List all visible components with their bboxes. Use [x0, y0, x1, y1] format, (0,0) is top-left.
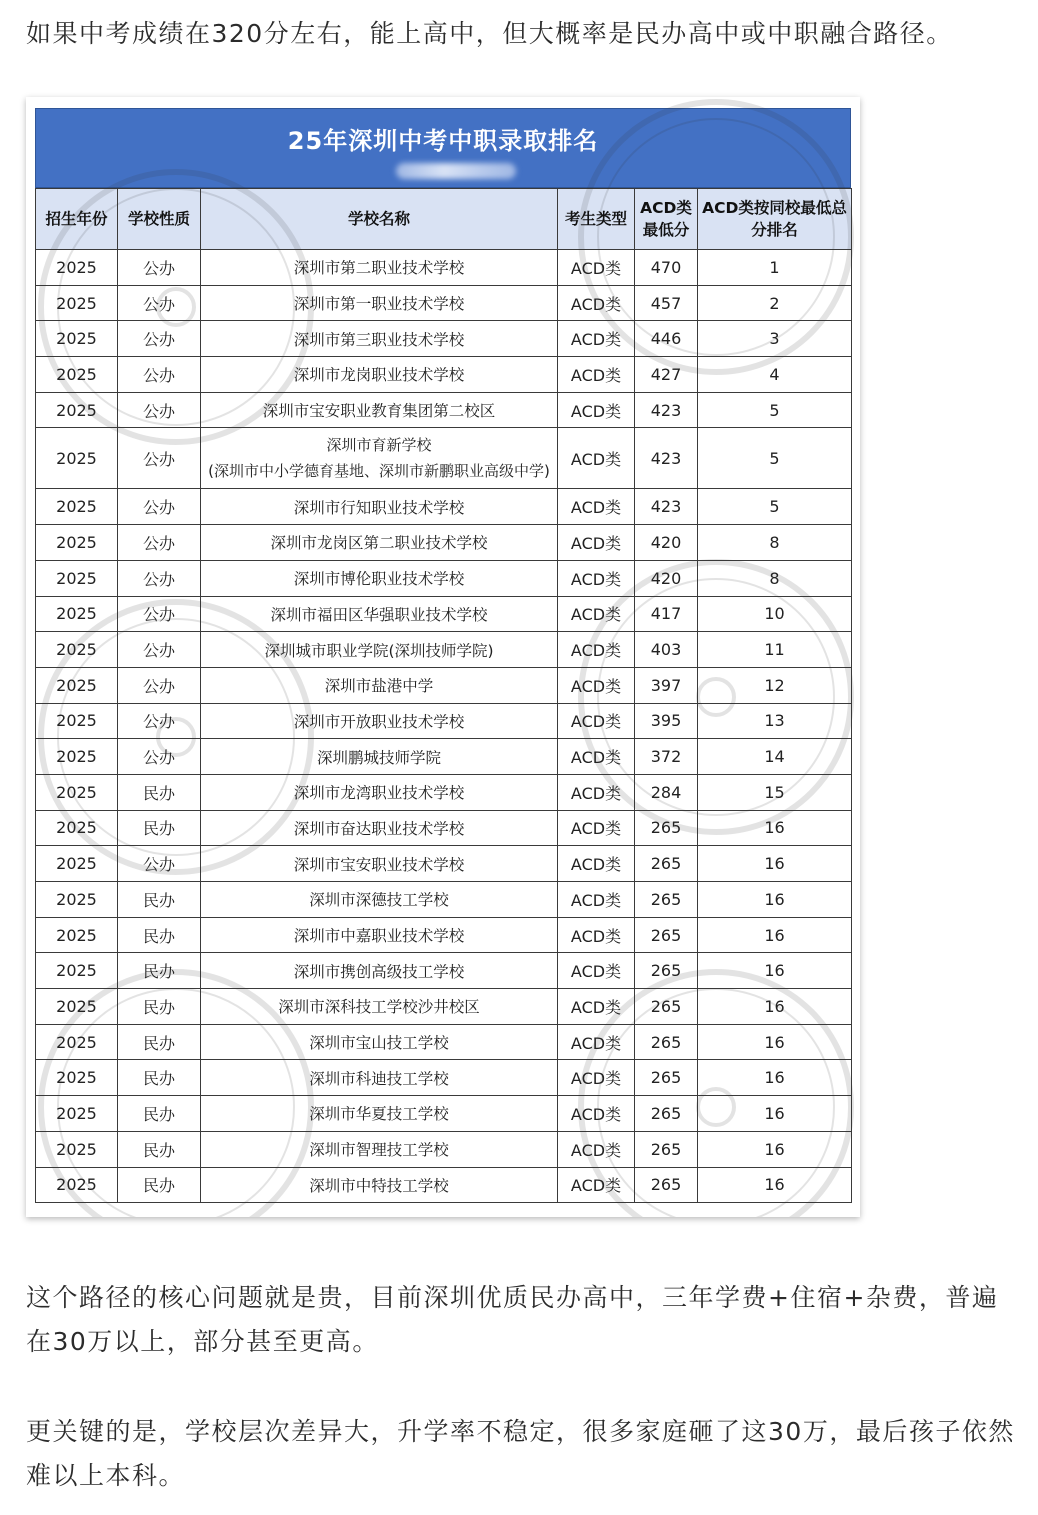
cell-candidate-type: ACD类	[558, 596, 635, 632]
cell-rank: 3	[698, 321, 852, 357]
cell-candidate-type: ACD类	[558, 250, 635, 286]
cell-school-name: 深圳市智理技工学校	[201, 1131, 558, 1167]
cell-school-type: 民办	[118, 1024, 201, 1060]
table-row	[36, 774, 852, 810]
cell-year: 2025	[36, 525, 118, 561]
cell-school-type: 民办	[118, 953, 201, 989]
cell-min-score: 420	[635, 525, 698, 561]
table-row	[36, 1024, 852, 1060]
cell-rank: 13	[698, 703, 852, 739]
cell-candidate-type: ACD类	[558, 428, 635, 489]
table-row	[36, 882, 852, 918]
school-name-line: 深圳市育新学校	[326, 436, 432, 455]
cell-year: 2025	[36, 1060, 118, 1096]
cell-school-name: 深圳市中嘉职业技术学校	[201, 917, 558, 953]
cell-min-score: 470	[635, 250, 698, 286]
table-row	[36, 560, 852, 596]
cell-school-name: 深圳市龙湾职业技术学校	[201, 774, 558, 810]
cell-school-type: 公办	[118, 596, 201, 632]
blurred-source-label	[396, 163, 516, 179]
cell-school-name: 深圳市携创高级技工学校	[201, 953, 558, 989]
table-row	[36, 953, 852, 989]
header-rank: ACD类按同校最低总分排名	[698, 189, 852, 250]
cell-school-type: 民办	[118, 1096, 201, 1132]
cell-year: 2025	[36, 810, 118, 846]
cell-min-score: 265	[635, 1167, 698, 1203]
cell-candidate-type: ACD类	[558, 667, 635, 703]
cell-min-score: 395	[635, 703, 698, 739]
cell-rank: 16	[698, 989, 852, 1025]
cell-school-type: 民办	[118, 917, 201, 953]
cell-min-score: 265	[635, 1024, 698, 1060]
cell-rank: 5	[698, 392, 852, 428]
cell-min-score: 427	[635, 357, 698, 393]
cell-candidate-type: ACD类	[558, 810, 635, 846]
cell-year: 2025	[36, 882, 118, 918]
cell-candidate-type: ACD类	[558, 392, 635, 428]
cell-candidate-type: ACD类	[558, 321, 635, 357]
cell-candidate-type: ACD类	[558, 285, 635, 321]
cell-year: 2025	[36, 250, 118, 286]
cell-candidate-type: ACD类	[558, 1131, 635, 1167]
cell-school-name: 深圳市宝安职业技术学校	[201, 846, 558, 882]
cell-school-name: 深圳市行知职业技术学校	[201, 489, 558, 525]
cell-school-name: 深圳鹏城技师学院	[201, 739, 558, 775]
cell-school-name: 深圳市深德技工学校	[201, 882, 558, 918]
header-school-name: 学校名称	[201, 189, 558, 250]
cell-min-score: 397	[635, 667, 698, 703]
table-row	[36, 357, 852, 393]
cell-school-name: 深圳市中特技工学校	[201, 1167, 558, 1203]
cell-school-name: 深圳市华夏技工学校	[201, 1096, 558, 1132]
cell-rank: 16	[698, 1060, 852, 1096]
cell-rank: 16	[698, 846, 852, 882]
cell-min-score: 265	[635, 917, 698, 953]
cell-min-score: 265	[635, 1060, 698, 1096]
cell-year: 2025	[36, 774, 118, 810]
cell-school-type: 公办	[118, 846, 201, 882]
cell-school-type: 民办	[118, 810, 201, 846]
cell-school-name: 深圳市宝山技工学校	[201, 1024, 558, 1060]
cell-rank: 11	[698, 632, 852, 668]
table-row	[36, 632, 852, 668]
cell-rank: 16	[698, 953, 852, 989]
table-header-row	[36, 189, 852, 250]
cell-school-name: 深圳市第一职业技术学校	[201, 285, 558, 321]
header-min-score: ACD类最低分	[635, 189, 698, 250]
cell-year: 2025	[36, 667, 118, 703]
cell-min-score: 265	[635, 1096, 698, 1132]
cell-school-type: 公办	[118, 739, 201, 775]
risk-paragraph: 更关键的是，学校层次差异大，升学率不稳定，很多家庭砸了这30万，最后孩子依然难以上本科。	[26, 1417, 1015, 1490]
cell-school-type: 民办	[118, 1060, 201, 1096]
cell-year: 2025	[36, 1167, 118, 1203]
cell-candidate-type: ACD类	[558, 917, 635, 953]
table-row	[36, 989, 852, 1025]
cell-rank: 16	[698, 1167, 852, 1203]
cell-year: 2025	[36, 703, 118, 739]
cell-school-type: 民办	[118, 989, 201, 1025]
cell-school-name	[201, 428, 558, 489]
cell-school-type: 公办	[118, 285, 201, 321]
header-school-type: 学校性质	[118, 189, 201, 250]
cell-year: 2025	[36, 1131, 118, 1167]
cell-rank: 1	[698, 250, 852, 286]
cell-rank: 16	[698, 1131, 852, 1167]
cell-year: 2025	[36, 357, 118, 393]
cell-year: 2025	[36, 953, 118, 989]
cell-min-score: 265	[635, 882, 698, 918]
table-row	[36, 428, 852, 489]
cell-min-score: 420	[635, 560, 698, 596]
cell-min-score: 446	[635, 321, 698, 357]
cell-school-type: 公办	[118, 703, 201, 739]
cell-school-type: 公办	[118, 667, 201, 703]
cell-school-type: 公办	[118, 428, 201, 489]
table-row	[36, 1131, 852, 1167]
cell-min-score: 284	[635, 774, 698, 810]
cell-year: 2025	[36, 846, 118, 882]
cell-year: 2025	[36, 596, 118, 632]
cell-rank: 5	[698, 489, 852, 525]
cell-candidate-type: ACD类	[558, 632, 635, 668]
cell-school-name: 深圳城市职业学院(深圳技师学院)	[201, 632, 558, 668]
table-row	[36, 1060, 852, 1096]
table-row	[36, 667, 852, 703]
table-body	[36, 250, 852, 1203]
cell-year: 2025	[36, 489, 118, 525]
cell-candidate-type: ACD类	[558, 953, 635, 989]
cell-school-name: 深圳市龙岗区第二职业技术学校	[201, 525, 558, 561]
cell-min-score: 423	[635, 428, 698, 489]
cell-year: 2025	[36, 285, 118, 321]
table-row	[36, 285, 852, 321]
cell-year: 2025	[36, 392, 118, 428]
cell-rank: 16	[698, 1024, 852, 1060]
cell-rank: 15	[698, 774, 852, 810]
cell-min-score: 265	[635, 846, 698, 882]
cell-candidate-type: ACD类	[558, 1167, 635, 1203]
cell-year: 2025	[36, 321, 118, 357]
cell-school-name: 深圳市开放职业技术学校	[201, 703, 558, 739]
school-name-subline: (深圳市中小学德育基地、深圳市新鹏职业高级中学)	[208, 462, 550, 481]
table-row	[36, 392, 852, 428]
cell-year: 2025	[36, 1096, 118, 1132]
cell-school-type: 公办	[118, 525, 201, 561]
table-row	[36, 596, 852, 632]
cell-year: 2025	[36, 739, 118, 775]
cell-candidate-type: ACD类	[558, 882, 635, 918]
table-row	[36, 703, 852, 739]
cell-school-name: 深圳市第二职业技术学校	[201, 250, 558, 286]
cell-school-name: 深圳市科迪技工学校	[201, 1060, 558, 1096]
cell-candidate-type: ACD类	[558, 525, 635, 561]
cell-candidate-type: ACD类	[558, 774, 635, 810]
table-title: 25年深圳中考中职录取排名	[287, 127, 599, 155]
cell-rank: 16	[698, 882, 852, 918]
cell-candidate-type: ACD类	[558, 1060, 635, 1096]
cell-rank: 2	[698, 285, 852, 321]
table-row	[36, 739, 852, 775]
cell-rank: 5	[698, 428, 852, 489]
cell-min-score: 372	[635, 739, 698, 775]
table-row	[36, 250, 852, 286]
table-row	[36, 489, 852, 525]
table-row	[36, 846, 852, 882]
cell-min-score: 423	[635, 392, 698, 428]
cell-min-score: 265	[635, 810, 698, 846]
cell-rank: 4	[698, 357, 852, 393]
cell-candidate-type: ACD类	[558, 846, 635, 882]
cell-min-score: 265	[635, 953, 698, 989]
cell-school-name: 深圳市奋达职业技术学校	[201, 810, 558, 846]
cell-rank: 16	[698, 1096, 852, 1132]
cell-school-name: 深圳市博伦职业技术学校	[201, 560, 558, 596]
table-row	[36, 525, 852, 561]
cell-candidate-type: ACD类	[558, 989, 635, 1025]
table-row	[36, 917, 852, 953]
table-row	[36, 1167, 852, 1203]
cell-school-type: 公办	[118, 250, 201, 286]
cell-school-name: 深圳市深科技工学校沙井校区	[201, 989, 558, 1025]
intro-paragraph: 如果中考成绩在320分左右，能上高中，但大概率是民办高中或中职融合路径。	[26, 19, 953, 48]
cell-school-type: 民办	[118, 1131, 201, 1167]
cell-year: 2025	[36, 917, 118, 953]
header-candidate-type: 考生类型	[558, 189, 635, 250]
cell-min-score: 457	[635, 285, 698, 321]
cell-school-name: 深圳市盐港中学	[201, 667, 558, 703]
header-year: 招生年份	[36, 189, 118, 250]
cell-candidate-type: ACD类	[558, 357, 635, 393]
cell-rank: 14	[698, 739, 852, 775]
table-title-banner	[35, 108, 851, 188]
cell-year: 2025	[36, 632, 118, 668]
cell-candidate-type: ACD类	[558, 739, 635, 775]
cell-rank: 12	[698, 667, 852, 703]
cell-year: 2025	[36, 560, 118, 596]
table-row	[36, 1096, 852, 1132]
cell-school-type: 公办	[118, 392, 201, 428]
cost-paragraph: 这个路径的核心问题就是贵，目前深圳优质民办高中，三年学费+住宿+杂费，普遍在30万以上，部分甚至更高。	[26, 1283, 999, 1356]
cell-year: 2025	[36, 1024, 118, 1060]
cell-school-type: 公办	[118, 489, 201, 525]
cell-rank: 16	[698, 810, 852, 846]
cell-year: 2025	[36, 989, 118, 1025]
table-row	[36, 810, 852, 846]
cell-school-type: 民办	[118, 774, 201, 810]
cell-rank: 8	[698, 525, 852, 561]
cell-school-name: 深圳市宝安职业教育集团第二校区	[201, 392, 558, 428]
cell-candidate-type: ACD类	[558, 1024, 635, 1060]
cell-school-name: 深圳市龙岗职业技术学校	[201, 357, 558, 393]
cell-school-type: 公办	[118, 357, 201, 393]
cell-rank: 10	[698, 596, 852, 632]
cell-school-name: 深圳市第三职业技术学校	[201, 321, 558, 357]
cell-school-type: 公办	[118, 321, 201, 357]
cell-min-score: 265	[635, 1131, 698, 1167]
cell-rank: 8	[698, 560, 852, 596]
cell-year: 2025	[36, 428, 118, 489]
ranking-table	[35, 188, 852, 1203]
cell-min-score: 265	[635, 989, 698, 1025]
cell-school-name: 深圳市福田区华强职业技术学校	[201, 596, 558, 632]
table-row	[36, 321, 852, 357]
ranking-table-image	[26, 97, 860, 1217]
cell-candidate-type: ACD类	[558, 489, 635, 525]
cell-candidate-type: ACD类	[558, 1096, 635, 1132]
cell-min-score: 423	[635, 489, 698, 525]
cell-school-type: 民办	[118, 882, 201, 918]
cell-school-type: 民办	[118, 1167, 201, 1203]
cell-min-score: 417	[635, 596, 698, 632]
cell-candidate-type: ACD类	[558, 560, 635, 596]
cell-candidate-type: ACD类	[558, 703, 635, 739]
cell-school-type: 公办	[118, 560, 201, 596]
cell-rank: 16	[698, 917, 852, 953]
cell-min-score: 403	[635, 632, 698, 668]
cell-school-type: 公办	[118, 632, 201, 668]
